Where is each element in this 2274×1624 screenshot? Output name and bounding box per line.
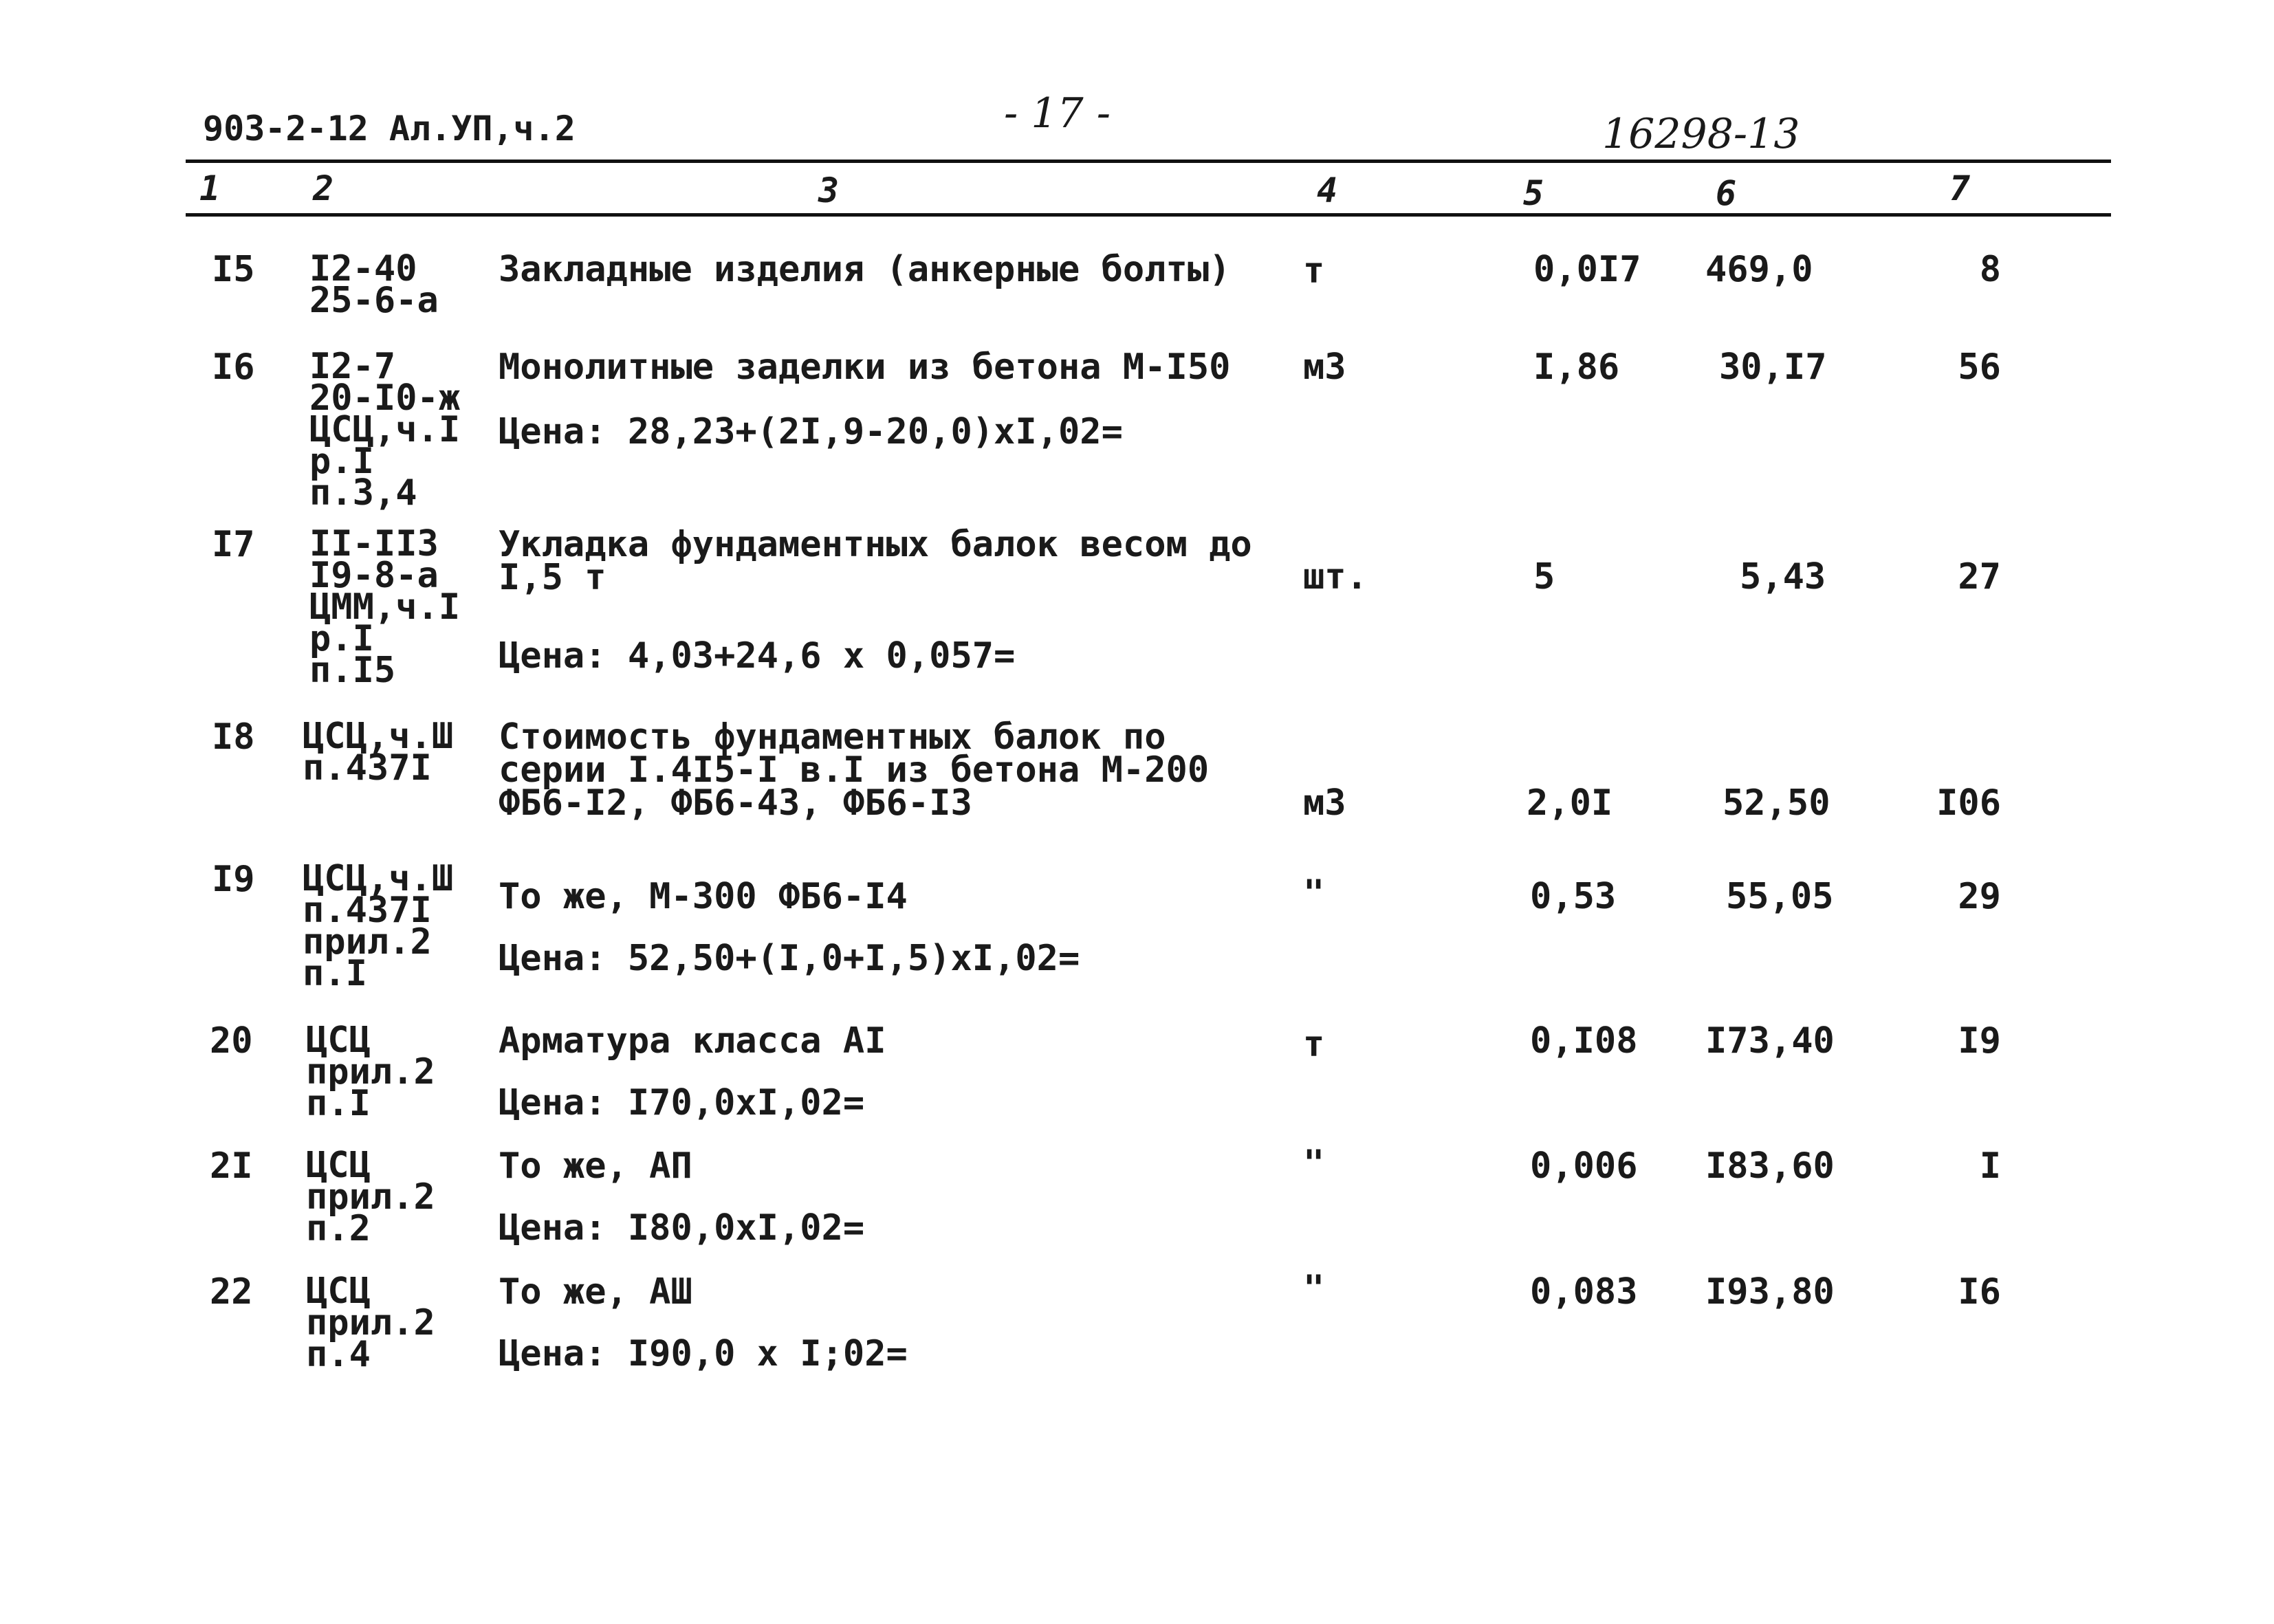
row-number: I5	[212, 249, 255, 290]
ref-line: п.I5	[309, 650, 396, 691]
ref-line: р.I	[309, 618, 374, 659]
total-cost: I06	[1936, 782, 2001, 824]
ref-line: прил.2	[306, 1302, 435, 1343]
description: То же, АП	[499, 1145, 692, 1187]
quantity: 0,083	[1530, 1271, 1638, 1313]
unit-price: I73,40	[1705, 1020, 1835, 1062]
column-header: 6	[1716, 173, 1737, 213]
ref-line: ЦСЦ,ч.Ш	[303, 716, 454, 757]
ref-line: п.I	[306, 1083, 371, 1124]
ref-line: ЦММ,ч.I	[309, 586, 461, 628]
ref-line: п.2	[306, 1208, 371, 1249]
ref-line: п.437I	[303, 890, 432, 931]
unit: м3	[1303, 782, 1346, 824]
quantity: 5	[1533, 556, 1555, 597]
total-cost: I6	[1958, 1271, 2001, 1313]
norm-reference	[306, 1145, 435, 1249]
unit: т	[1303, 250, 1325, 292]
ref-line: р.I	[309, 441, 374, 482]
row-number: 22	[210, 1271, 253, 1313]
unit-price: I83,60	[1705, 1145, 1835, 1187]
quantity: 2,0I	[1527, 782, 1613, 824]
description: Монолитные заделки из бетона М-I50	[499, 347, 1231, 388]
total-cost: 8	[1979, 249, 2001, 290]
ref-line: ЦСЦ,ч.Ш	[303, 858, 454, 899]
unit-price: 30,I7	[1719, 347, 1827, 388]
unit: "	[1303, 1268, 1325, 1309]
ref-line: п.3,4	[309, 472, 417, 514]
top-rule	[186, 160, 2111, 163]
norm-reference	[309, 346, 461, 514]
unit-price: 5,43	[1740, 556, 1826, 597]
ref-line: I2-7	[309, 346, 396, 387]
ref-line: 25-6-а	[309, 280, 439, 321]
column-header: 3	[818, 171, 840, 210]
price-formula: Цена: I70,0xI,02=	[499, 1082, 865, 1123]
description: Арматура класса АI	[499, 1020, 886, 1062]
unit-price: 55,05	[1726, 876, 1834, 917]
document-code: 903-2-12 Ал.УП,ч.2	[203, 109, 576, 149]
column-header-rule	[186, 213, 2111, 217]
ref-line: ЦСЦ,ч.I	[309, 409, 461, 450]
row-number: 20	[210, 1020, 253, 1062]
ref-line: ЦСЦ	[306, 1145, 371, 1186]
ref-line: II-II3	[309, 523, 439, 564]
unit: шт.	[1303, 556, 1368, 597]
description-line: Стоимость фундаментных балок по	[499, 716, 1166, 758]
unit: м3	[1303, 347, 1346, 388]
column-header: 7	[1949, 168, 1971, 208]
norm-reference	[303, 716, 454, 789]
description	[499, 524, 1252, 598]
ref-line: ЦСЦ	[306, 1020, 371, 1061]
description: Закладные изделия (анкерные болты)	[499, 249, 1231, 290]
unit: т	[1303, 1024, 1325, 1065]
description	[499, 716, 1210, 824]
price-formula: Цена: I80,0xI,02=	[499, 1207, 865, 1249]
row-number: 2I	[210, 1145, 253, 1187]
total-cost: 56	[1958, 347, 2001, 388]
ref-line: п.I	[303, 953, 367, 994]
quantity: 0,0I7	[1533, 249, 1641, 290]
norm-reference	[309, 523, 461, 691]
row-number: I9	[212, 859, 255, 900]
total-cost: 29	[1958, 876, 2001, 917]
price-formula: Цена: 4,03+24,6 x 0,057=	[499, 635, 1016, 677]
price-formula: Цена: I90,0 x I;02=	[499, 1333, 908, 1374]
norm-reference	[306, 1271, 435, 1375]
description: То же, АШ	[499, 1271, 692, 1313]
column-header: 4	[1317, 171, 1338, 210]
ref-line: п.4	[306, 1334, 371, 1375]
ref-line: п.437I	[303, 747, 432, 789]
norm-reference	[309, 248, 439, 321]
quantity: 0,006	[1530, 1145, 1638, 1187]
ref-line: 20-I0-ж	[309, 377, 461, 419]
description-line: серии I.4I5-I в.I из бетона М-200	[499, 749, 1210, 791]
norm-reference	[303, 858, 454, 994]
ref-line: I2-40	[309, 248, 417, 289]
column-header: 1	[199, 168, 221, 208]
unit-price: 52,50	[1723, 782, 1830, 824]
quantity: 0,53	[1530, 876, 1617, 917]
ref-line: прил.2	[306, 1176, 435, 1218]
ref-line: I9-8-а	[309, 555, 439, 596]
total-cost: 27	[1958, 556, 2001, 597]
unit-price: 469,0	[1705, 249, 1813, 290]
quantity: 0,I08	[1530, 1020, 1638, 1062]
description-line: Укладка фундаментных балок весом до	[499, 524, 1252, 565]
description: То же, М-300 ФБ6-I4	[499, 876, 908, 917]
column-header: 5	[1523, 173, 1544, 213]
total-cost: I	[1979, 1145, 2001, 1187]
row-number: I8	[212, 716, 255, 758]
page-number: - 17 -	[1004, 89, 1111, 138]
description-line: I,5 т	[499, 557, 606, 598]
unit: "	[1303, 1143, 1325, 1184]
norm-reference	[306, 1020, 435, 1124]
row-number: I7	[212, 524, 255, 565]
description-line: ФБ6-I2, ФБ6-43, ФБ6-I3	[499, 782, 972, 824]
total-cost: I9	[1958, 1020, 2001, 1062]
quantity: I,86	[1533, 347, 1620, 388]
unit: "	[1303, 873, 1325, 914]
price-formula: Цена: 52,50+(I,0+I,5)xI,02=	[499, 938, 1080, 979]
unit-price: I93,80	[1705, 1271, 1835, 1313]
ref-line: ЦСЦ	[306, 1271, 371, 1312]
price-formula: Цена: 28,23+(2I,9-20,0)xI,02=	[499, 411, 1123, 452]
row-number: I6	[212, 347, 255, 388]
handwritten-stamp: 16298-13	[1602, 110, 1800, 158]
ref-line: прил.2	[306, 1051, 435, 1093]
ref-line: прил.2	[303, 921, 432, 963]
column-header: 2	[313, 168, 334, 208]
